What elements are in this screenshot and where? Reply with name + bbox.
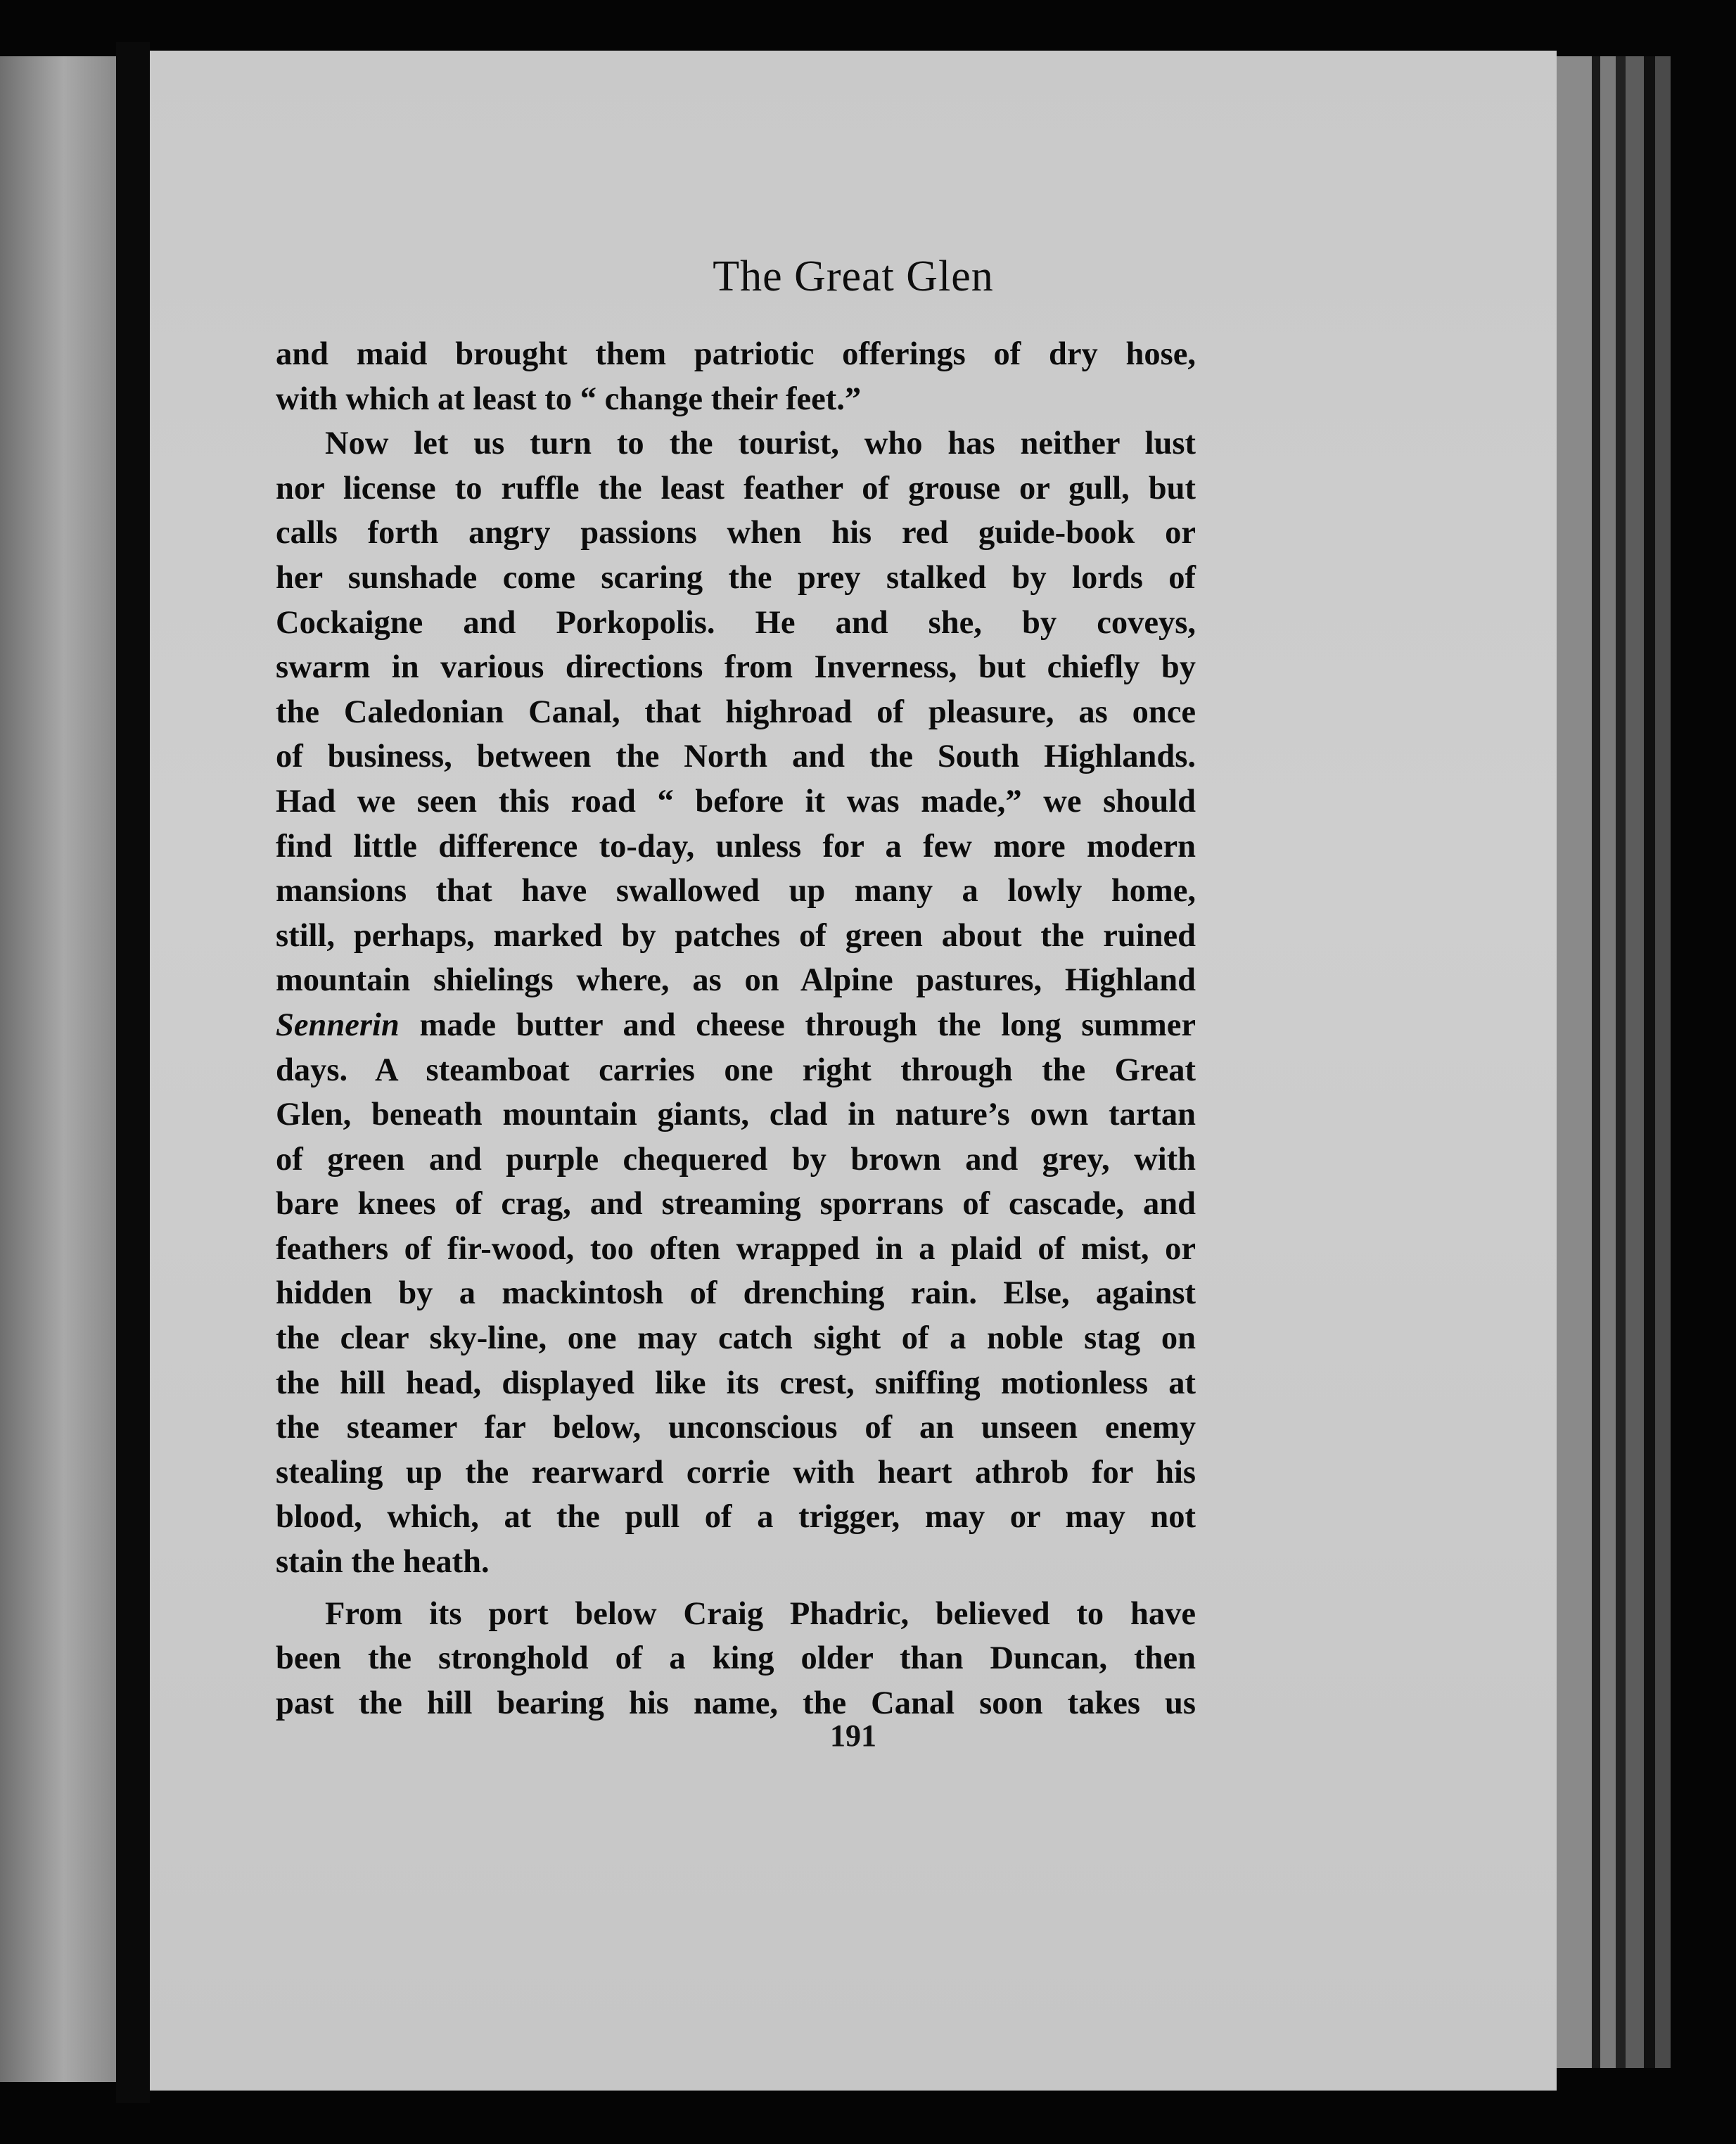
paragraph-gap bbox=[276, 1585, 1196, 1592]
text-line: Had we seen this road “ before it was made,” we should bbox=[276, 783, 1196, 819]
text-line: From its port below Craig Phadric, believed to have bbox=[325, 1595, 1196, 1632]
text-line: feathers of fir-wood, too often wrapped in a plaid of mist, or bbox=[276, 1230, 1196, 1267]
running-head: The Great Glen bbox=[713, 253, 994, 300]
text-line: the steamer far below, unconscious of an unseen enemy bbox=[276, 1410, 1196, 1446]
text-line: bare knees of crag, and streaming sporrans of cascade, and bbox=[276, 1186, 1196, 1223]
text-line: past the hill bearing his name, the Canal soon takes us bbox=[276, 1685, 1196, 1721]
text-line: stealing up the rearward corrie with heart athrob for his bbox=[276, 1454, 1196, 1491]
body-text bbox=[276, 332, 1196, 1725]
text-line: mountain shielings where, as on Alpine pastures, Highland bbox=[276, 962, 1196, 999]
text-line: been the stronghold of a king older than Duncan, then bbox=[276, 1640, 1196, 1677]
page-edge-strip bbox=[1557, 56, 1592, 2068]
page-edge-strip bbox=[1655, 56, 1671, 2068]
text-line: calls forth angry passions when his red guide-book or bbox=[276, 515, 1196, 551]
text-line: of business, between the North and the South Highlands. bbox=[276, 739, 1196, 775]
text-line: hidden by a mackintosh of drenching rain. Else, against bbox=[276, 1275, 1196, 1312]
text-line: blood, which, at the pull of a trigger, may or may not bbox=[276, 1499, 1196, 1536]
text-line: nor license to ruffle the least feather of grouse or gull, but bbox=[276, 470, 1196, 506]
page-edge-strip bbox=[1592, 56, 1600, 2068]
page-edge-strip bbox=[1644, 56, 1655, 2068]
text-line: of green and purple chequered by brown and grey, with bbox=[276, 1141, 1196, 1178]
text-line: Glen, beneath mountain giants, clad in nature’s own tartan bbox=[276, 1097, 1196, 1133]
text-line: the clear sky-line, one may catch sight of a noble stag on bbox=[276, 1320, 1196, 1357]
text-line-sennerin bbox=[276, 1003, 1196, 1048]
text-line: days. A steamboat carries one right through the Great bbox=[276, 1052, 1196, 1088]
text-line: and maid brought them patriotic offerings of dry hose, bbox=[276, 336, 1196, 372]
text-line: stain the heath. bbox=[276, 1544, 490, 1581]
text-line: Cockaigne and Porkopolis. He and she, by coveys, bbox=[276, 604, 1196, 641]
text-line-rest: made butter and cheese through the long summer bbox=[399, 1007, 1196, 1043]
book-gutter bbox=[116, 42, 150, 2103]
facing-page-edge bbox=[0, 56, 116, 2082]
text-line: with which at least to “ change their feet.” bbox=[276, 381, 862, 417]
text-line: the hill head, displayed like its crest, sniffing motionless at bbox=[276, 1365, 1196, 1401]
italic-word: Sennerin bbox=[276, 1007, 400, 1043]
text-line: still, perhaps, marked by patches of green about the ruined bbox=[276, 917, 1196, 954]
page-edge-strip bbox=[1600, 56, 1616, 2068]
text-line: mansions that have swallowed up many a lowly home, bbox=[276, 873, 1196, 910]
text-line: her sunshade come scaring the prey stalked by lords of bbox=[276, 559, 1196, 596]
page-number: 191 bbox=[830, 1718, 876, 1753]
text-line: the Caledonian Canal, that highroad of pleasure, as once bbox=[276, 694, 1196, 730]
text-line: find little difference to-day, unless for a few more modern bbox=[276, 828, 1196, 864]
page-edge-strip bbox=[1616, 56, 1626, 2068]
page-edge-strip bbox=[1626, 56, 1644, 2068]
text-line: Now let us turn to the tourist, who has neither lust bbox=[325, 426, 1196, 462]
text-line: swarm in various directions from Inverness, but chiefly by bbox=[276, 649, 1196, 686]
